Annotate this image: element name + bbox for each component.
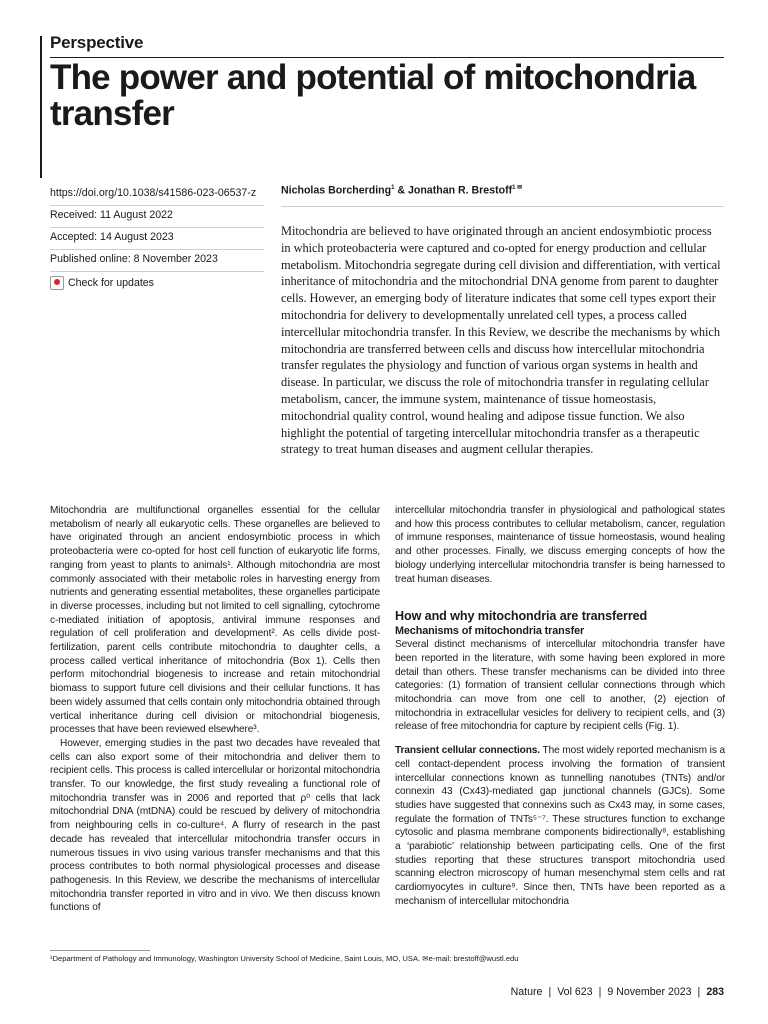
article-title: The power and potential of mitochondria transfer xyxy=(50,58,696,133)
paragraph-lead: Transient cellular connections. xyxy=(395,745,541,757)
section-heading: How and why mitochondria are transferred xyxy=(395,609,648,624)
body-paragraph: However, emerging studies in the past two decades have revealed that cells can also export some of their mitochondria and deliver them to recipient cells. This process is called intercellular or horizontal mitochondria transfer. To our knowledge, the first study revealing a functional role of mitochondria transfer was in 2006 and reported that ρ⁰ cells that lack mitochondrial DNA (mtDNA) could be rescued by delivery of mitochondria from neighbouring cells in co-culture⁴. A flurry of research in the past decade has revealed that intercellular mitochondria transfer occurs in numerous tissues in vivo using various transfer mechanisms and that this process contributes to both normal physiological processes and disease pathogenesis. In this Review, we describe the mechanisms of intercellular mitochondria transfer reported in vitro and in vivo. We then discuss known functions of xyxy=(50,737,380,914)
accepted-date: Accepted: 14 August 2023 xyxy=(50,228,264,250)
crossmark-icon xyxy=(50,276,64,290)
author-list xyxy=(281,184,522,197)
page-number: 283 xyxy=(706,986,724,998)
body-column-left xyxy=(50,504,380,915)
subsection-heading: Mechanisms of mitochondria transfer xyxy=(395,625,585,638)
volume: Vol 623 xyxy=(557,986,593,998)
published-date: Published online: 8 November 2023 xyxy=(50,250,264,272)
affiliation-marker: 1 ✉ xyxy=(512,185,523,191)
doi-link[interactable]: https://doi.org/10.1038/s41586-023-06537-z xyxy=(50,184,264,206)
page-footer: Nature | Vol 623 | 9 November 2023 | 283 xyxy=(510,986,724,998)
accent-bar xyxy=(40,36,42,178)
body-paragraph: intercellular mitochondria transfer in physiological and pathological states and how this process contributes to cellular metabolism, cancer, regulation of immune responses, maintenance of tissue homeostasis, wound healing and other processes. Finally, we discuss emerging concepts of how the biology underlying intercellular mitochondria transfer is being harnessed to treat human diseases. xyxy=(395,505,725,585)
author-joiner: & xyxy=(394,184,408,197)
check-updates-label: Check for updates xyxy=(68,276,154,289)
author-name[interactable]: Nicholas Borcherding xyxy=(281,184,392,197)
check-updates-link[interactable] xyxy=(50,272,264,293)
journal-name: Nature xyxy=(510,986,543,998)
article-meta xyxy=(50,184,264,293)
affiliation-footnote: ¹Department of Pathology and Immunology, Washington University School of Medicine, Saint Louis, MO, USA. ✉e-mail: brestoff@wustl.edu xyxy=(50,954,519,963)
body-paragraph: Mitochondria are multifunctional organelles essential for the cellular metabolism of nearly all eukaryotic cells. These organelles are believed to have originated through an ancient endosymbiotic process in which proteobacteria were co-opted for host cell function of eukaryotic life forms, ranging from yeast to plants to animals¹. Although mitochondria are most commonly associated with their metabolic roles in harvesting energy from nutrients and generating essential metabolites, these organelles participate in diverse processes, including but not limited to cell signalling, cytochrome c-mediated initiation of apoptosis, antiviral immune responses and regulation of cell proliferation and development². As cells divide post-fertilization, parent cells contribute mitochondria to daughter cells, a process called vertical inheritance of mitochondria (Box 1). Cells then perform mitochondrial biogenesis to increase and retain mitochondrial biomass to support future cell divisions and their cellular functions. It has been widely assumed that cells contain only mitochondria obtained through vertical inheritance during cell division or mitochondrial biogenesis, processes that have been reviewed elsewhere³. xyxy=(50,505,380,736)
author-name[interactable]: Jonathan R. Brestoff xyxy=(407,184,513,197)
body-paragraph xyxy=(395,744,725,908)
abstract-rule xyxy=(281,206,724,207)
footnote-rule xyxy=(50,950,150,951)
issue-date: 9 November 2023 xyxy=(607,986,692,998)
body-column-right xyxy=(395,504,725,909)
article-type: Perspective xyxy=(50,33,144,52)
abstract: Mitochondria are believed to have originated through an ancient endosymbiotic process in which proteobacteria were captured and co-opted for energy production and cellular metabolism. Mitochondria segregate during cell division and differentiation, with vertical inheritance of mitochondria and the mitochondrial DNA genome from parent to daughter cells. However, an emerging body of literature indicates that some cell types export their mitochondria for delivery to developmentally unrelated cell types, a process called intercellular mitochondria transfer. In this Review, we describe the mechanisms by which mitochondria are transferred between cells and discuss how intercellular mitochondria transfer regulates the physiology and function of various organ systems in health and disease. In particular, we discuss the role of mitochondria transfer in regulating cellular metabolism, cancer, the immune system, maintenance of tissue homeostasis, mitochondrial quality control, wound healing and adipose tissue function. We also highlight the potential of targeting intercellular mitochondria transfer as a therapeutic strategy to treat human diseases and augment cellular therapies. xyxy=(281,224,721,457)
affiliation-marker: 1 xyxy=(391,185,395,191)
paragraph-text: The most widely reported mechanism is a cell contact-dependent process involving the formation of transient intercellular connections known as tunnelling nanotubes (TNTs) and/or connexin 43 (Cx43)-mediated gap junctional channels (GJCs). Some studies have suggested that connexins such as Cx43 may, in some cases, regulate the formation of TNTs⁵⁻⁷. These structures function to exchange cytosolic and plasma membrane components bidirectionally⁸, establishing a ‘parabiotic’ relationship between participating cells. One of the first studies reporting that these structures transport mitochondria used scanning electron microscopy of human mesenchymal stem cells and rat cardiomyocytes in culture⁹. Since then, TNTs have been reported as a mechanism of intercellular mitochondria xyxy=(395,745,725,907)
body-paragraph: Several distinct mechanisms of intercellular mitochondria transfer have been reported in the literature, with some having been explored in more detail than others. These transfer mechanisms can be divided into three categories: (1) formation of transient cellular connections through which mitochondria can move from one cell to another, (2) ejection of mitochondria in extracellular vesicles for delivery to recipient cells, and (3) release of free mitochondria for capture by recipient cells (Fig. 1). xyxy=(395,639,725,733)
received-date: Received: 11 August 2022 xyxy=(50,206,264,228)
